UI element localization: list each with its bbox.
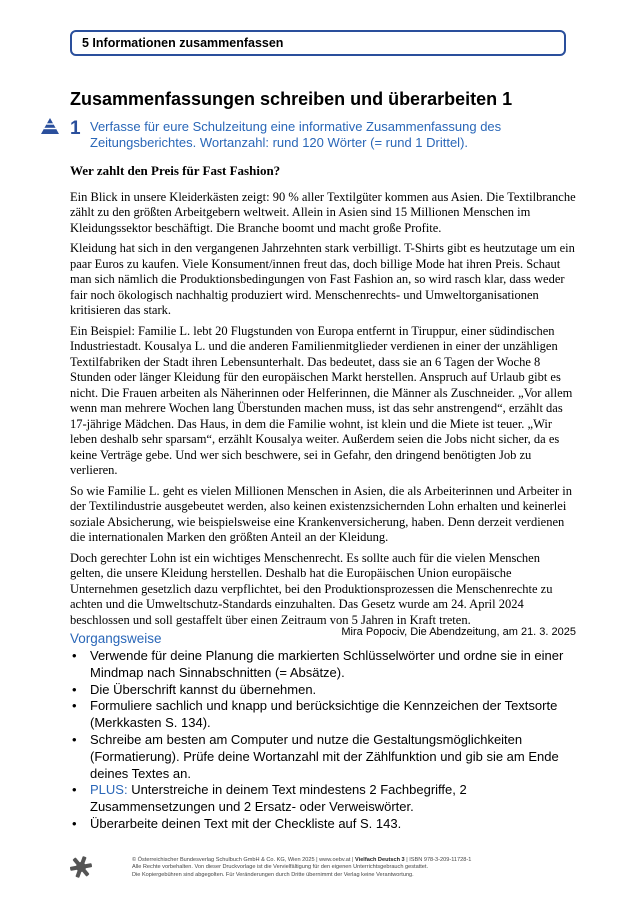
oebv-logo-icon: [70, 856, 92, 878]
article: [70, 163, 576, 639]
list-item: [70, 782, 578, 816]
footer-line: [132, 857, 572, 864]
list-item-text: Unterstreiche in deinem Text mindestens 2 Fachbegriffe, 2 Zusammensetzungen und 2 Ersatz- oder Verweiswörter.: [90, 782, 467, 815]
procedure-list: [70, 648, 578, 833]
page-title: Zusammenfassungen schreiben und überarbeiten 1: [70, 89, 513, 109]
list-item: [70, 648, 578, 682]
chapter-label: 5 Informationen zusammenfassen: [82, 36, 284, 50]
list-item: [70, 698, 578, 732]
article-title: Wer zahlt den Preis für Fast Fashion?: [70, 163, 281, 178]
article-paragraph: So wie Familie L. geht es vielen Millionen Menschen in Asien, die als Arbeiterinnen und Arbeiter in der Textilindustrie ausgebeutet werden, also keinen existenzsichernden Lohn erhalten und keinerlei soziale Absicherung, wie beispielsweise eine Krankenversicherung, haben. Denn derzeit verdienen die internationalen Marken den größten Anteil an der Kleidung.: [70, 483, 572, 544]
footer: [132, 857, 572, 879]
chapter-header: [70, 30, 566, 56]
article-byline: Mira Popociv, Die Abendzeitung, am 21. 3. 2025: [341, 626, 576, 638]
list-item-text: Schreibe am besten am Computer und nutze die Gestaltungsmöglichkeiten (Formatierung). Prüfe deine Wortanzahl mit der Zählfunktion und gib sie am Ende deines Textes an.: [90, 731, 559, 781]
footer-isbn: | ISBN 978-3-209-11728-1: [404, 857, 472, 863]
footer-rights: Alle Rechte vorbehalten. Von dieser Druckvorlage ist die Vervielfältigung für den eigenen Unterrichtsgebrauch gestattet.: [132, 864, 429, 871]
list-item-text: Verwende für deine Planung die markierten Schlüsselwörter und ordne sie in einer Mindmap nach Sinnabschnitten (= Absätze).: [90, 648, 564, 680]
triangle-level-icon: [40, 117, 60, 135]
list-item-text: Die Überschrift kannst du übernehmen.: [90, 681, 317, 697]
footer-copyright: © Österreichischer Bundesverlag Schulbuch GmbH & Co. KG, Wien 2025 | www.oebv.at |: [132, 857, 356, 863]
list-item: [70, 732, 578, 782]
plus-label: PLUS:: [90, 782, 128, 798]
article-paragraph: Kleidung hat sich in den vergangenen Jahrzehnten stark verbilligt. T-Shirts gibt es heutzutage um ein paar Euros zu kaufen. Viele Konsument/innen freut das, doch billige Mode hat ihren Preis. Schaut man sich nämlich die Produktionsbedingungen von Fast Fashion an, so wird rasch klar, dass weder fair noch ökologisch nachhaltig produziert wird. Menschenrechts- und Umweltorganisationen kritisieren das stark.: [70, 241, 575, 317]
article-paragraph: Ein Beispiel: Familie L. lebt 20 Flugstunden von Europa entfernt in Tiruppur, einer südindischen Industriestadt. Kousalya L. und die anderen Familienmitglieder verdienen in einer der unzähligen Textilfabriken der Stadt ihren Lebensunterhalt. Das bedeutet, dass sie an 6 Tagen der Woche 8 Stunden oder länger Kleidung für den europäischen Markt herstellen. Anspruch auf Urlaub gibt es nicht. Die Frauen arbeiten als Näherinnen oder Helferinnen, die Männer als Zuschneider. „Vor allem wenn man mehrere Wochen lang Überstunden machen muss, ist das sehr anstrengend“, erzählt das 17-jährige Mädchen. Das Haus, in dem die Familie wohnt, ist klein und die Miete ist teuer. „Wir leben deshalb sehr sparsam“, erzählt Kousalya weiter. Außerdem seien die Jobs nicht sicher, da es keine Verträge gebe. Und wer sich beschwere, sei in Gefahr, den dringend benötigten Job zu verlieren.: [70, 323, 573, 477]
task-number: 1: [70, 118, 81, 139]
list-item-text: Überarbeite deinen Text mit der Checkliste auf S. 143.: [90, 815, 402, 831]
task-instruction: Verfasse für eure Schulzeitung eine informative Zusammenfassung des Zeitungsberichtes. Wortanzahl: rund 120 Wörter (= rund 1 Drittel).: [90, 119, 502, 150]
bullet-icon: •: [72, 698, 77, 714]
procedure-heading: Vorgangsweise: [70, 631, 162, 646]
bullet-icon: •: [72, 782, 77, 798]
article-paragraph: Doch gerechter Lohn ist ein wichtiges Menschenrecht. Es sollte auch für die vielen Menschen gelten, die unsere Kleidung herstellen. Deshalb hat die Europäischen Union europäische Unternehmen gesetzlich dazu verpflichtet, bei den Produktionsprozessen die Menschenrechte zu achten und die Umweltschutz-Standards einzuhalten. Das Gesetz wurde am 24. April 2024 beschlossen und soll gestaffelt über einen Zeitraum von 5 Jahren in Kraft treten.: [70, 550, 553, 627]
list-item-text: Formuliere sachlich und knapp und berücksichtige die Kennzeichen der Textsorte (Merkkasten S. 134).: [90, 698, 558, 731]
list-item: [70, 816, 578, 833]
bullet-icon: •: [72, 681, 77, 697]
footer-disclaimer: Die Kopiergebühren sind abgegolten. Für Veränderungen durch Dritte übernimmt der Verlag keine Verantwortung.: [132, 871, 414, 878]
bullet-icon: •: [72, 815, 77, 831]
bullet-icon: •: [72, 731, 77, 747]
bullet-icon: •: [72, 648, 77, 663]
article-paragraph: Ein Blick in unsere Kleiderkästen zeigt: 90 % aller Textilgüter kommen aus Asien. Die Textilbranche zählt zu den größten Arbeitgebern weltweit. Allein in Asien sind 15 Millionen Menschen im Kleidungssektor beschäftigt. Die Branche boomt und macht große Profite.: [70, 189, 576, 235]
list-item: [70, 682, 578, 699]
footer-book-title: Vielfach Deutsch 3: [355, 857, 405, 863]
